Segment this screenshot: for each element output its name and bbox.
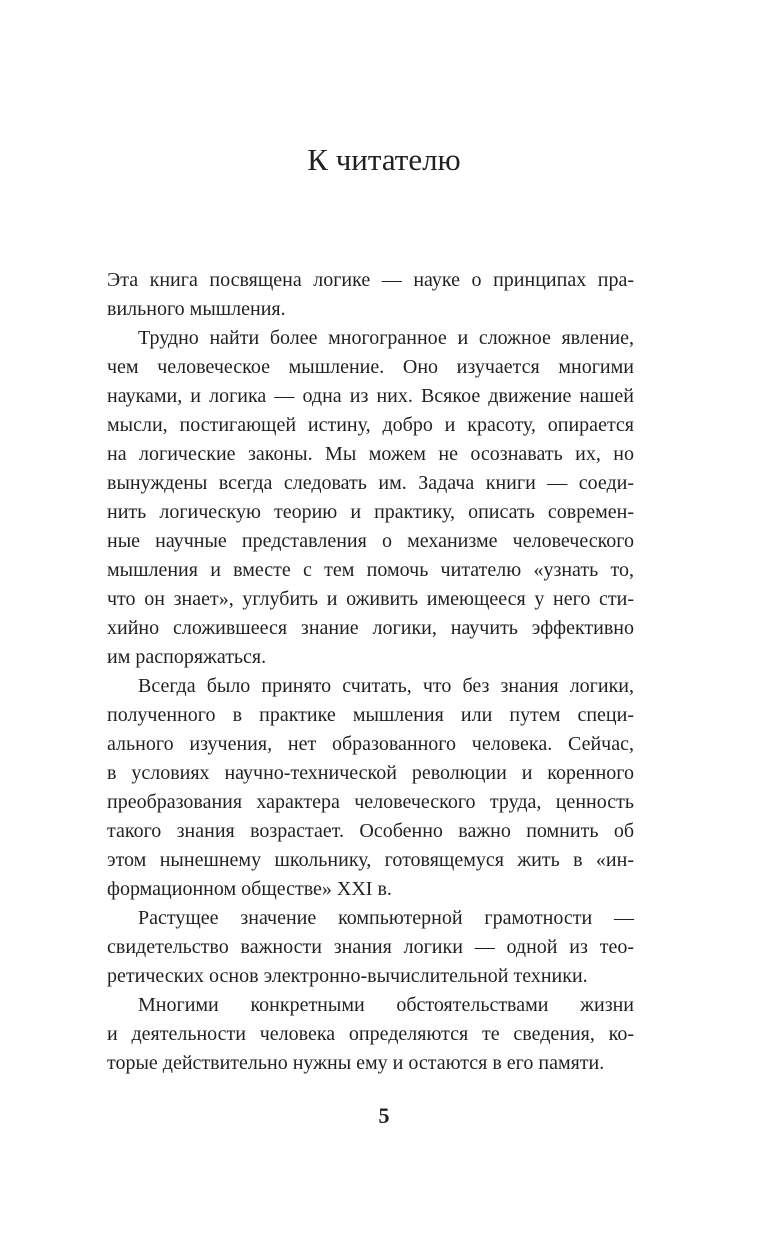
text-line: ретических основ электронно-вычислительной техники. <box>107 965 588 987</box>
paragraph <box>107 904 634 991</box>
text-line: нить логическую теорию и практику, описать современ- <box>107 501 634 523</box>
text-line: торые действительно нужны ему и остаются в его памяти. <box>107 1052 605 1074</box>
text-line: полученного в практике мышления или путем специ- <box>107 704 634 726</box>
body-text <box>107 266 634 1078</box>
text-line: мысли, постигающей истину, добро и красоту, опирается <box>107 414 634 436</box>
page-number: 5 <box>378 1103 390 1128</box>
text-line: что он знает», углубить и оживить имеющееся у него сти- <box>107 588 634 610</box>
text-line: вильного мышления. <box>107 298 286 320</box>
text-line: им распоряжаться. <box>107 646 267 668</box>
text-line: свидетельство важности знания логики — одной из тео- <box>107 936 634 958</box>
text-line: ные научные представления о механизме человеческого <box>107 530 634 552</box>
text-line: Эта книга посвящена логике — науке о принципах пра- <box>107 269 634 291</box>
text-line: Растущее значение компьютерной грамотности — <box>138 907 634 929</box>
text-line: ального изучения, нет образованного человека. Сейчас, <box>107 733 634 755</box>
text-line: и деятельности человека определяются те сведения, ко- <box>107 1023 634 1045</box>
text-line: вынуждены всегда следовать им. Задача книги — соеди- <box>107 472 634 494</box>
text-line: формационном обществе» XXI в. <box>107 878 392 900</box>
text-line: Многими конкретными обстоятельствами жизни <box>138 994 634 1016</box>
paragraph <box>107 324 634 672</box>
text-line: преобразования характера человеческого труда, ценность <box>107 791 634 813</box>
text-line: науками, и логика — одна из них. Всякое движение нашей <box>107 385 634 407</box>
paragraph <box>107 266 634 324</box>
text-line: Всегда было принято считать, что без знания логики, <box>138 675 634 697</box>
text-line: на логические законы. Мы можем не осознавать их, но <box>107 443 634 465</box>
text-line: Трудно найти более многогранное и сложное явление, <box>138 327 634 349</box>
text-line: чем человеческое мышление. Оно изучается многими <box>107 356 634 378</box>
text-line: мышления и вместе с тем помочь читателю «узнать то, <box>107 559 634 581</box>
chapter-title: К читателю <box>307 142 461 177</box>
text-line: в условиях научно-технической революции и коренного <box>107 762 634 784</box>
text-line: такого знания возрастает. Особенно важно помнить об <box>107 820 634 842</box>
text-line: этом нынешнему школьнику, готовящемуся жить в «ин- <box>107 849 634 871</box>
text-line: хийно сложившееся знание логики, научить эффективно <box>107 617 634 639</box>
paragraph <box>107 672 634 904</box>
paragraph <box>107 991 634 1078</box>
